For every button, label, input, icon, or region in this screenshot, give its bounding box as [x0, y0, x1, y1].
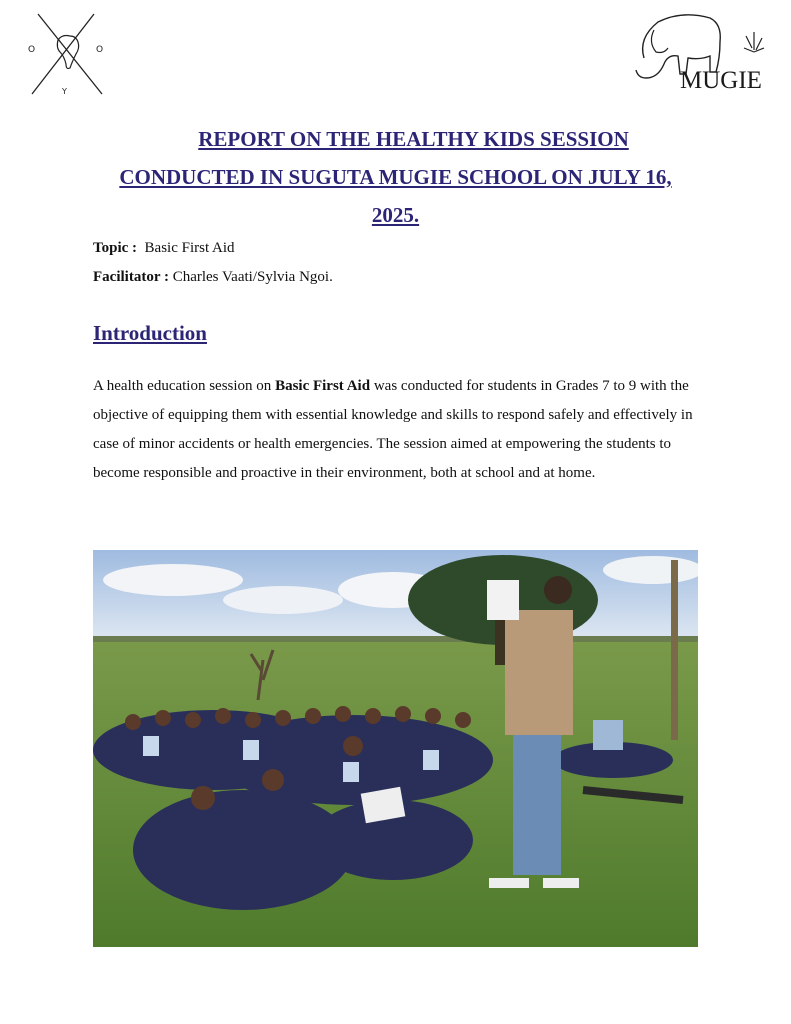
elephant-logo-icon [624, 8, 774, 94]
report-title-line-3: 2025. [371, 203, 420, 227]
introduction-heading: Introduction [93, 321, 207, 345]
mugie-logo [624, 8, 774, 94]
topic-line [93, 240, 235, 257]
intro-text-bold: Basic First Aid [275, 378, 371, 394]
topic-label: Topic : [93, 240, 138, 256]
intro-text-end: was conducted for students in Grades 7 to 9 with the objective of equipping them with essential knowledge and skills to respond safely and effectively in case of minor accidents or health emergencies. The session aimed at empowering the students to become responsible and proactive in their environment, both at school and at home. [93, 378, 693, 481]
facilitator-line [93, 269, 333, 286]
report-title-line-1: REPORT ON THE HEALTHY KIDS SESSION [198, 127, 629, 151]
logo-letter-right: O [96, 45, 104, 55]
session-photo-illustration [93, 550, 698, 947]
africa-cross-logo-icon [24, 10, 108, 100]
logo-letter-bottom: Y [62, 87, 67, 96]
intro-text-start: A health education session on [93, 378, 276, 394]
logo-text: MUGIE [680, 67, 762, 94]
logo-letter-left: O [28, 45, 36, 55]
facilitator-value: Charles Vaati/Sylvia Ngoi. [172, 269, 333, 285]
topic-value: Basic First Aid [144, 240, 235, 256]
organization-logo [24, 10, 108, 100]
introduction-paragraph [93, 372, 703, 488]
facilitator-label: Facilitator : [93, 269, 169, 285]
session-photo [93, 550, 698, 947]
report-title-line-2: CONDUCTED IN SUGUTA MUGIE SCHOOL ON JULY 16, [119, 165, 672, 189]
